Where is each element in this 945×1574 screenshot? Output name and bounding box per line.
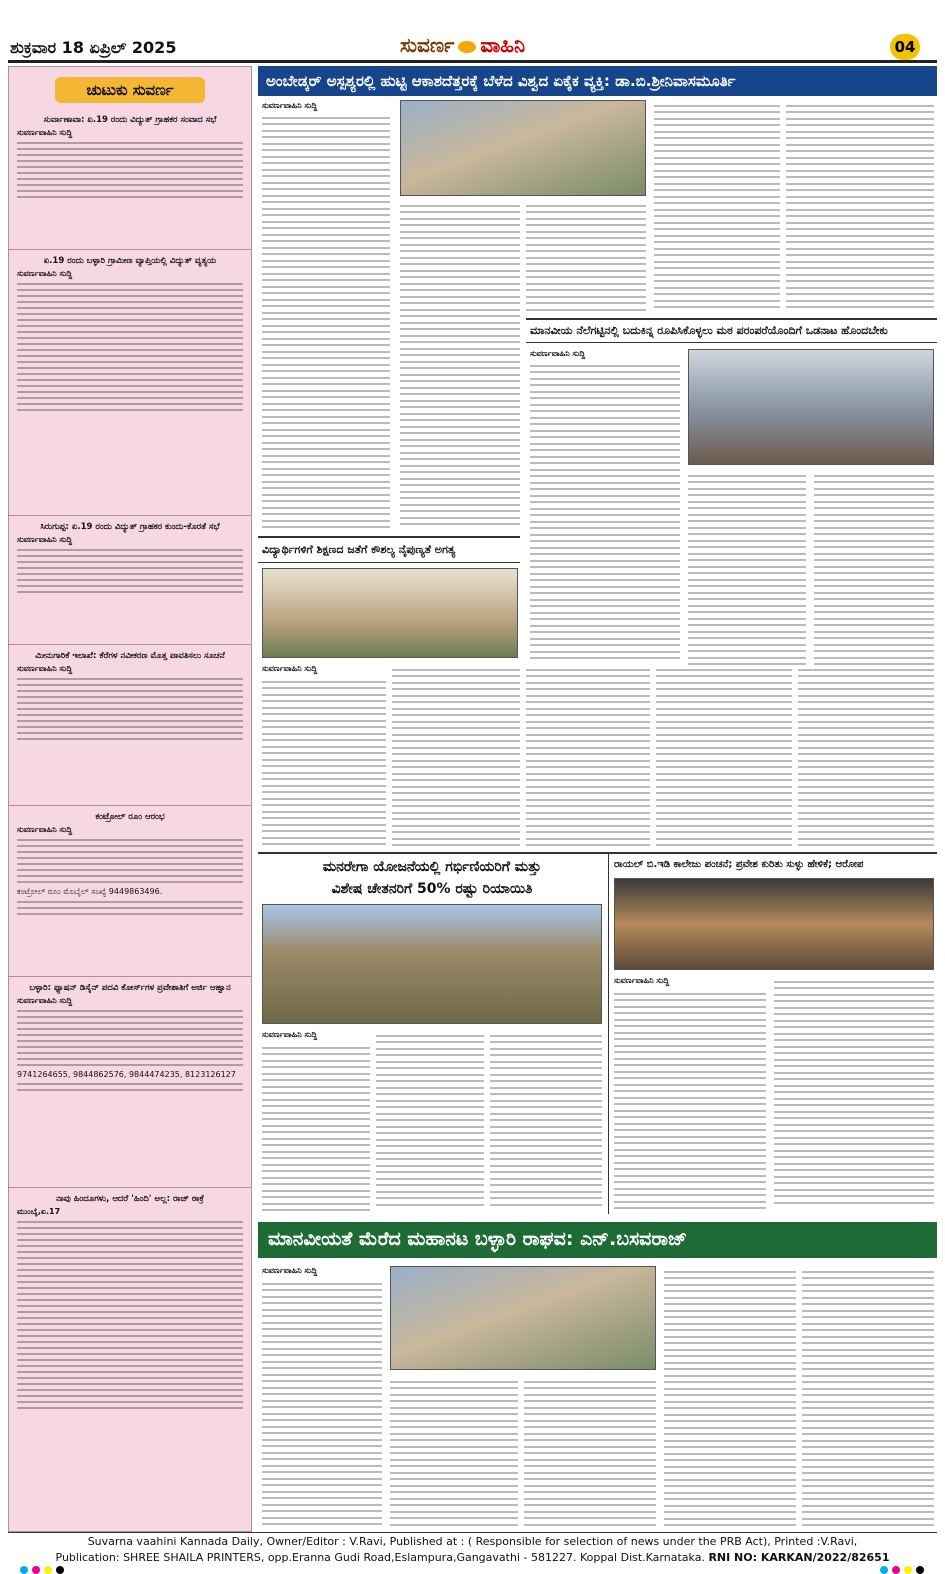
page-number: 04 [890,34,920,60]
brief-item [9,1188,251,1532]
brief-item [9,806,251,977]
lead-headline: ಅಂಬೇಡ್ಕರ್ ಅಸ್ಪಶ್ಯರಲ್ಲಿ ಹುಟ್ಟಿ ಆಕಾಶದೆತ್ತರಕ್ಕೆ ಬೆಳೆದ ವಿಶ್ವದ ಏಕೈಕ ವ್ಯಕ್ತಿ: ಡಾ.ಬಿ.ಶ್ರೀನಿವಾಸಮೂರ್ತಿ [258,66,937,96]
raichur-byline: ಸುವರ್ಣವಾಹಿನಿ ಸುದ್ದಿ [614,976,670,985]
mgnrega-text-col1 [262,1042,370,1210]
students-text-col2 [392,664,520,846]
bottom-text-col5 [802,1266,934,1528]
logo-part-2: ವಾಹಿನಿ [480,33,526,57]
registration-mark-icon [892,1566,900,1574]
brief-heading: ಮೀನುಗಾರಿಕೆ ಇಲಾಖೆ: ಕೆರೆಗಳ ನವೀಕರಣ ಮೊತ್ತ ಪಾವತಿಸಲು ಸೂಚನೆ [35,651,225,661]
lead-text-col3 [526,200,646,312]
divider [526,342,937,343]
lead-text-col2 [400,200,520,522]
mla-photo [688,349,934,465]
mla-text-col4 [656,664,792,846]
mgnrega-headline-line1: ಮನರೇಗಾ ಯೋಜನೆಯಲ್ಲಿ ಗರ್ಭಿಣಿಯರಿಗೆ ಮತ್ತು [322,859,542,875]
brief-text-tail [17,901,243,915]
brief-source: ಸುವರ್ಣವಾಹಿನಿ ಸುದ್ದಿ [17,128,73,137]
mgnrega-headline-line2: ವಿಶೇಷ ಚೇತನರಿಗೆ 50% ರಷ್ಟು ರಿಯಾಯಿತಿ [331,881,533,897]
mla-headline: ಮಾನವೀಯ ನೆಲೆಗಟ್ಟಿನಲ್ಲಿ ಬದುಕಿನ್ನ ರೂಪಿಸಿಕೊಳ್ಳಲು ಮಠ ಪರಂಪರೆಯೊಂದಿಗೆ ಒಡನಾಟ ಹೊಂದಬೇಕು [530,324,888,337]
imprint-line2 [8,1550,937,1566]
brief-source: ಸುವರ್ಣವಾಹಿನಿ ಸುದ್ದಿ [17,825,73,834]
bottom-photo [390,1266,656,1370]
brief-heading: ಸಿರುಗುಪ್ಪ: ಏ.19 ರಂದು ವಿದ್ಯುತ್ ಗ್ರಾಹಕರ ಕುಂದು-ಕೊರತೆ ಸಭೆ [40,522,220,532]
control-room-number: ಕಂಟ್ರೋಲ್ ರೂಂ ಮೊಬೈಲ್ ಸಂಖ್ಯೆ 9449863496. [17,887,163,896]
brief-heading: ನಾವು ಹಿಂದೂಗಳು, ಆದರೆ 'ಹಿಂದಿ' ಅಲ್ಲ: ರಾಜ್ ಠಾಕ್ರೆ [56,1194,204,1204]
mgnrega-photo [262,904,602,1024]
logo-part-1: ಸುವರ್ಣ [400,33,455,57]
brief-source: ಸುವರ್ಣವಾಹಿನಿ ಸುದ್ದಿ [17,269,73,278]
brief-heading: ಸುರ್ವಾಣಾವಾ: ಏ.19 ರಂದು ವಿದ್ಯುತ್ ಗ್ರಾಹಕರ ಸಂವಾದ ಸಭೆ [43,115,217,125]
brief-source: ಮುಂಬೈ,ಏ.17 [17,1207,61,1216]
newspaper-logo [400,33,525,57]
mla-byline: ಸುವರ್ಣವಾಹಿನಿ ಸುದ್ದಿ [530,349,586,358]
students-text-col3 [526,664,650,846]
mla-text-col1 [530,360,680,660]
registration-mark-icon [56,1566,64,1574]
contact-numbers: 9741264655, 9844862576, 9844474235, 8123126127 [17,1070,236,1079]
students-text-col1 [262,676,386,846]
lead-text-col4 [654,100,780,310]
registration-mark-icon [880,1566,888,1574]
brief-item [9,250,251,516]
raichur-photo [614,878,934,970]
mgnrega-byline: ಸುವರ್ಣವಾಹಿನಿ ಸುದ್ದಿ [262,1030,318,1039]
brief-text [17,142,243,198]
divider [608,854,609,1214]
brief-source: ಸುವರ್ಣವಾಹಿನಿ ಸುದ್ದಿ [17,535,73,544]
bottom-text-col1 [262,1278,382,1528]
brief-item [9,645,251,806]
bottom-byline: ಸುವರ್ಣವಾಹಿನಿ ಸುದ್ದಿ [262,1266,318,1275]
footer-divider [8,1532,937,1533]
masthead-divider [8,60,937,63]
students-byline: ಸುವರ್ಣವಾಹಿನಿ ಸುದ್ದಿ [262,664,318,673]
sun-icon [458,41,476,53]
students-photo [262,568,518,658]
mgnrega-text-col2 [376,1030,484,1210]
lead-photo [400,100,646,196]
divider [526,318,937,320]
sidebar-title: ಚುಟುಕು ಸುವರ್ಣ [55,77,205,103]
brief-item [9,109,251,250]
registration-mark-icon [916,1566,924,1574]
imprint-publication: Publication: SHREE SHAILA PRINTERS, opp.Eranna Gudi Road,Eslampura,Gangavathi - 581227. Koppal Dist.Karnataka. [55,1551,705,1564]
brief-source: ಸುವರ್ಣವಾಹಿನಿ ಸುದ್ದಿ [17,664,73,673]
brief-text-tail [17,1083,243,1091]
bottom-text-col3 [524,1376,656,1528]
bottom-headline: ಮಾನವೀಯತೆ ಮೆರೆದ ಮಹಾನಟ ಬಳ್ಳಾರಿ ರಾಘವ: ಎನ್.ಬಸವರಾಜ್ [258,1222,937,1258]
brief-heading: ಬಳ್ಳಾರಿ: ಫ್ಯಾಷನ್ ಡಿಸೈನ್ ಪದವಿ ಕೋರ್ಸ್‌ಗಳ ಪ್ರವೇಶಾತಿಗೆ ಅರ್ಜಿ ಆಹ್ವಾನ [29,983,231,993]
mgnrega-text-col3 [490,1030,602,1210]
sidebar-news-briefs [8,66,252,1532]
imprint-line1: Suvarna vaahini Kannada Daily, Owner/Editor : V.Ravi, Published at : ( Responsible for selection of news under the PRB Act), Printed :V.Ravi, [87,1535,858,1548]
raichur-text-col1 [614,988,766,1210]
raichur-headline: ರಾಯಲ್ ಬಿ.ಇಡಿ ಕಾಲೇಜು ಪಂಚನೆ; ಪ್ರವೇಶ ಕುರಿತು ಸುಳ್ಳು ಹೇಳಿಕೆ; ಆರೋಪ [614,859,864,870]
imprint-footer [8,1534,937,1566]
mla-text-col5 [798,664,934,846]
registration-mark-icon [44,1566,52,1574]
divider [258,562,520,563]
registration-mark-icon [32,1566,40,1574]
brief-heading: ಏ.19 ರಂದು ಬಳ್ಳಾರಿ ಗ್ರಾಮೀಣ ವ್ಯಾಪ್ತಿಯಲ್ಲಿ ವಿದ್ಯುತ್ ವ್ಯತ್ಯಯ [43,256,217,266]
brief-text [17,549,243,593]
lead-byline: ಸುವರ್ಣವಾಹಿನಿ ಸುದ್ದಿ [262,101,318,110]
registration-mark-icon [20,1566,28,1574]
brief-text [17,839,243,883]
raichur-text-col2 [774,976,934,1210]
bottom-text-col4 [664,1266,796,1528]
students-headline: ವಿದ್ಯಾರ್ಥಿಗಳಿಗೆ ಶಿಕ್ಷಣದ ಜತೆಗೆ ಕೌಶಲ್ಯ ನೈಪುಣ್ಯತೆ ಅಗತ್ಯ [262,543,456,556]
brief-heading: ಕಂಟ್ರೋಲ್ ರೂಂ ಆರಂಭ [95,812,165,822]
brief-text [17,678,243,740]
mla-text-col2 [688,470,806,660]
mla-text-col3 [814,470,934,660]
brief-text [17,1221,243,1409]
divider [258,852,937,854]
brief-item [9,516,251,645]
divider [258,536,520,538]
brief-item [9,977,251,1188]
brief-text [17,1010,243,1066]
registration-mark-icon [904,1566,912,1574]
bottom-text-col2 [390,1376,518,1528]
rni-number: RNI NO: KARKAN/2022/82651 [708,1551,890,1564]
lead-text-col1 [262,112,390,522]
lead-text-col5 [786,100,934,310]
brief-text [17,283,243,411]
edition-date: ಶುಕ್ರವಾರ 18 ಏಪ್ರಿಲ್ 2025 [10,38,177,57]
brief-source: ಸುವರ್ಣವಾಹಿನಿ ಸುದ್ದಿ [17,996,73,1005]
